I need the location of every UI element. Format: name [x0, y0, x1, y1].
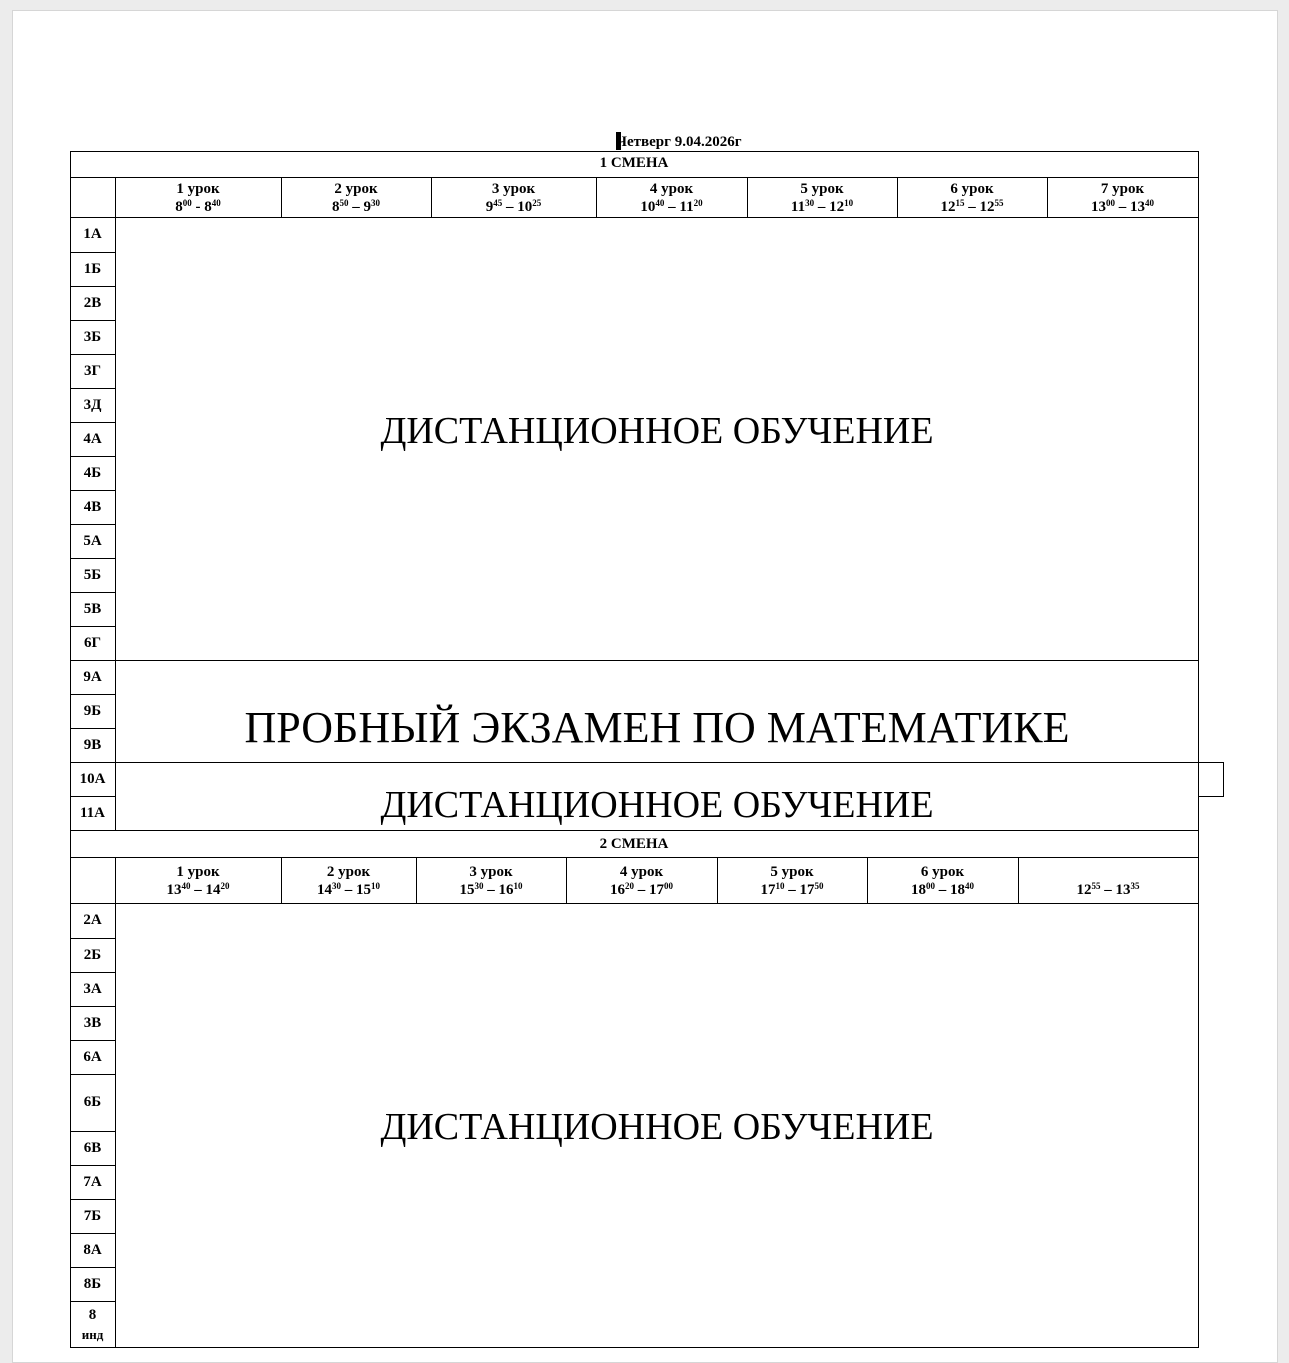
- lesson-name: 6 урок: [950, 181, 994, 197]
- class-label-8Б: 8Б: [83, 1276, 102, 1292]
- class-label-3Д: 3Д: [83, 397, 102, 413]
- lesson-time: $11^{30} - 12^{10}$: [790, 198, 854, 215]
- lesson-time: $17^{10} - 17^{50}$: [760, 881, 824, 898]
- class-row-divider: [70, 1074, 116, 1075]
- class-label-1А: 1А: [83, 226, 102, 242]
- class-row-divider: [70, 286, 116, 287]
- class-row-divider: [70, 1199, 116, 1200]
- class-label-6Г: 6Г: [83, 635, 102, 651]
- lesson-name: 2 урок: [326, 864, 371, 880]
- class-row-divider: [70, 1040, 116, 1041]
- class-row-divider: [70, 524, 116, 525]
- class-row-divider: [70, 252, 116, 253]
- lesson-name: 4 урок: [649, 181, 694, 197]
- lesson-name: 7 урок: [1100, 181, 1145, 197]
- table-border-bottom: [70, 1347, 1199, 1348]
- class-label-8А: 8А: [83, 1242, 102, 1258]
- math-exam-label: ПРОБНЫЙ ЭКЗАМЕН ПО МАТЕМАТИКЕ: [244, 703, 1070, 752]
- lesson-name: 6 урок: [920, 864, 965, 880]
- shift-2-lesson-7: [1018, 863, 1198, 899]
- class-column-divider: [115, 857, 116, 1348]
- block-divider: [115, 660, 1199, 661]
- header-divider: [70, 857, 1199, 858]
- class-label-6Б: 6Б: [83, 1094, 102, 1110]
- class-row-divider: [70, 1131, 116, 1132]
- shift-2-lesson-4: [566, 863, 717, 899]
- shift-1-lesson-7: [1047, 180, 1198, 216]
- lesson-name: [1018, 863, 1198, 881]
- class-label-9В: 9В: [83, 737, 102, 753]
- class-label-3В: 3В: [83, 1015, 102, 1031]
- lesson-header-bottom: [70, 217, 1199, 218]
- class-label-11А: 11А: [79, 805, 105, 821]
- lesson-time: $8^{00} - 8^{40}$: [175, 198, 221, 215]
- distance-learning-label: ДИСТАНЦИОННОЕ ОБУЧЕНИЕ: [380, 1106, 934, 1148]
- lesson-time: $8^{50} - 9^{30}$: [332, 198, 380, 215]
- lesson-time: $16^{20} - 17^{00}$: [610, 881, 673, 898]
- lesson-time: $12^{15} - 12^{55}$: [940, 198, 1004, 215]
- class-row-divider: [70, 1165, 116, 1166]
- class-row-divider: [70, 694, 116, 695]
- shift-1-lesson-6: [897, 180, 1047, 216]
- class-row-divider: [70, 972, 116, 973]
- lesson-name: 5 урок: [770, 864, 814, 880]
- class-label-9А: 9А: [83, 669, 102, 685]
- shift-1-lesson-4: [596, 180, 747, 216]
- class-label-10А: 10А: [79, 771, 106, 787]
- class-row-divider: [70, 762, 116, 763]
- table-border-right: [1198, 151, 1199, 1348]
- lesson-header-bottom: [70, 903, 1199, 904]
- shift-2-lesson-5: [717, 863, 867, 899]
- stray-cell-border: [1198, 796, 1224, 797]
- lesson-time: $18^{00} - 18^{40}$: [911, 881, 974, 898]
- lesson-name: 3 урок: [469, 864, 513, 880]
- shift-1-lesson-1: [115, 180, 281, 216]
- class-label-ind: инд: [81, 1327, 104, 1342]
- class-label-3Г: 3Г: [83, 363, 102, 379]
- lesson-time: $12^{55} - 13^{35}$: [1076, 881, 1140, 898]
- shift-1-lesson-5: [747, 180, 897, 216]
- class-row-divider: [70, 1006, 116, 1007]
- shift-1-lesson-2: [281, 180, 431, 216]
- class-label-7Б: 7Б: [83, 1208, 102, 1224]
- class-row-divider: [70, 938, 116, 939]
- shift-2-lesson-2: [281, 863, 416, 899]
- class-column-divider: [115, 177, 116, 831]
- class-row-divider: [70, 1233, 116, 1234]
- class-row-divider: [70, 626, 116, 627]
- class-row-divider: [70, 728, 116, 729]
- class-label-5В: 5В: [83, 601, 102, 617]
- table-border-top: [70, 151, 1199, 152]
- class-row-divider: [70, 490, 116, 491]
- lesson-name: 5 урок: [800, 181, 844, 197]
- class-row-divider: [70, 558, 116, 559]
- class-label-6А: 6А: [83, 1049, 102, 1065]
- shift-1-label: 1 СМЕНА: [599, 155, 669, 171]
- class-label-4В: 4В: [83, 499, 102, 515]
- document-title: Четверг 9.04.2026г: [616, 134, 742, 150]
- class-label-8-ind: 8: [88, 1307, 97, 1323]
- lesson-time: $13^{40} - 14^{20}$: [166, 881, 230, 898]
- lesson-time: $9^{45} - 10^{25}$: [485, 198, 542, 215]
- lesson-name: 2 урок: [334, 181, 378, 197]
- class-label-7А: 7А: [83, 1174, 102, 1190]
- class-row-divider: [70, 388, 116, 389]
- shift-2-label: 2 СМЕНА: [599, 836, 669, 852]
- class-label-3А: 3А: [83, 981, 102, 997]
- lesson-time: $15^{30} - 16^{10}$: [459, 881, 523, 898]
- distance-learning-label: ДИСТАНЦИОННОЕ ОБУЧЕНИЕ: [380, 784, 934, 826]
- class-row-divider: [70, 660, 116, 661]
- class-label-4А: 4А: [83, 431, 102, 447]
- lesson-name: 1 урок: [176, 181, 220, 197]
- class-label-4Б: 4Б: [83, 465, 102, 481]
- class-row-divider: [70, 592, 116, 593]
- class-label-9Б: 9Б: [83, 703, 102, 719]
- class-label-2Б: 2Б: [83, 947, 102, 963]
- distance-learning-label: ДИСТАНЦИОННОЕ ОБУЧЕНИЕ: [380, 410, 934, 452]
- shift-1-lesson-3: [431, 180, 596, 216]
- class-row-divider: [70, 422, 116, 423]
- shift-2-lesson-6: [867, 863, 1018, 899]
- class-row-divider: [70, 354, 116, 355]
- block-divider: [115, 762, 1199, 763]
- shift-divider: [70, 830, 1199, 831]
- lesson-time: $13^{00} - 13^{40}$: [1091, 198, 1154, 215]
- lesson-name: 1 урок: [176, 864, 220, 880]
- class-row-divider: [70, 456, 116, 457]
- class-row-divider: [70, 1267, 116, 1268]
- class-label-3Б: 3Б: [83, 329, 102, 345]
- class-row-divider: [70, 1301, 116, 1302]
- shift-2-lesson-1: [115, 863, 281, 899]
- class-label-5А: 5А: [83, 533, 102, 549]
- class-label-1Б: 1Б: [83, 261, 102, 277]
- header-divider: [70, 177, 1199, 178]
- class-label-2В: 2В: [83, 295, 102, 311]
- class-label-5Б: 5Б: [83, 567, 102, 583]
- lesson-name: 4 урок: [619, 864, 664, 880]
- lesson-time: $10^{40} - 11^{20}$: [640, 198, 703, 215]
- table-border-left: [70, 151, 71, 1348]
- class-row-divider: [70, 796, 116, 797]
- stray-cell-border: [1223, 762, 1224, 797]
- class-label-2А: 2А: [83, 912, 102, 928]
- shift-2-lesson-3: [416, 863, 566, 899]
- class-label-6В: 6В: [83, 1140, 102, 1156]
- lesson-name: 3 урок: [491, 181, 536, 197]
- stray-cell-border: [1198, 762, 1224, 763]
- class-row-divider: [70, 320, 116, 321]
- lesson-time: $14^{30} - 15^{10}$: [317, 881, 380, 898]
